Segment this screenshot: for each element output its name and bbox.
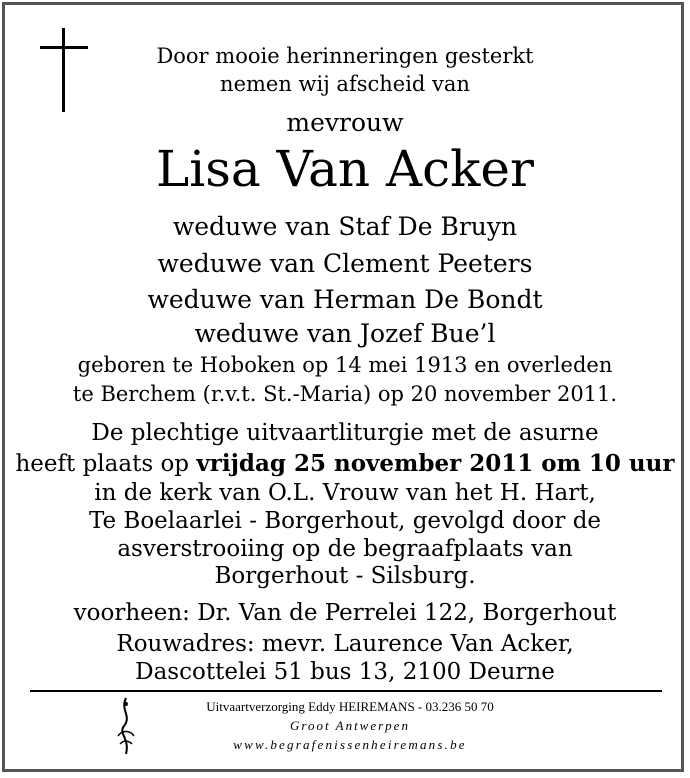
service-date-time: vrijdag 25 november 2011 om 10 uur — [196, 450, 675, 477]
widowhood-line-2: weduwe van Clement Peeters — [157, 249, 533, 278]
service-line-2-prefix: heeft plaats op — [15, 451, 197, 477]
widowhood-line-3: weduwe van Herman De Bondt — [147, 285, 543, 314]
funeral-home-website: www.begrafenissenheiremans.be — [233, 737, 467, 752]
deceased-name: Lisa Van Acker — [156, 140, 534, 198]
title-prefix: mevrouw — [286, 108, 404, 137]
mourning-address-line-1: Rouwadres: mevr. Laurence Van Acker, — [116, 631, 574, 657]
service-line-6: Borgerhout - Silsburg. — [214, 563, 476, 589]
former-address: voorheen: Dr. Van de Perrelei 122, Borgerhout — [73, 600, 617, 626]
service-line-2 — [0, 450, 690, 477]
intro-line-1: Door mooie herinneringen gesterkt — [156, 44, 534, 68]
service-line-5: asverstrooiing op de begraafplaats van — [117, 536, 573, 562]
cross-icon — [40, 28, 88, 112]
intro-line-2: nemen wij afscheid van — [220, 72, 470, 96]
widowhood-line-4: weduwe van Jozef Bue’l — [194, 319, 496, 348]
service-line-4: Te Boelaarlei - Borgerhout, gevolgd door de — [88, 508, 602, 534]
service-line-3: in de kerk van O.L. Vrouw van het H. Hart, — [94, 480, 596, 506]
funeral-home-name: Uitvaartverzorging Eddy HEIREMANS - 03.236 50 70 — [206, 699, 494, 714]
mourning-address-line-2: Dascottelei 51 bus 13, 2100 Deurne — [135, 659, 555, 685]
service-line-1: De plechtige uitvaartliturgie met de asurne — [91, 420, 599, 446]
footer-divider — [30, 690, 662, 692]
funeral-home-logo-icon — [112, 696, 140, 758]
birth-death-line-1: geboren te Hoboken op 14 mei 1913 en overleden — [77, 353, 613, 377]
funeral-home-region: Groot Antwerpen — [290, 718, 410, 733]
birth-death-line-2: te Berchem (r.v.t. St.-Maria) op 20 november 2011. — [72, 382, 618, 406]
widowhood-line-1: weduwe van Staf De Bruyn — [172, 212, 518, 241]
